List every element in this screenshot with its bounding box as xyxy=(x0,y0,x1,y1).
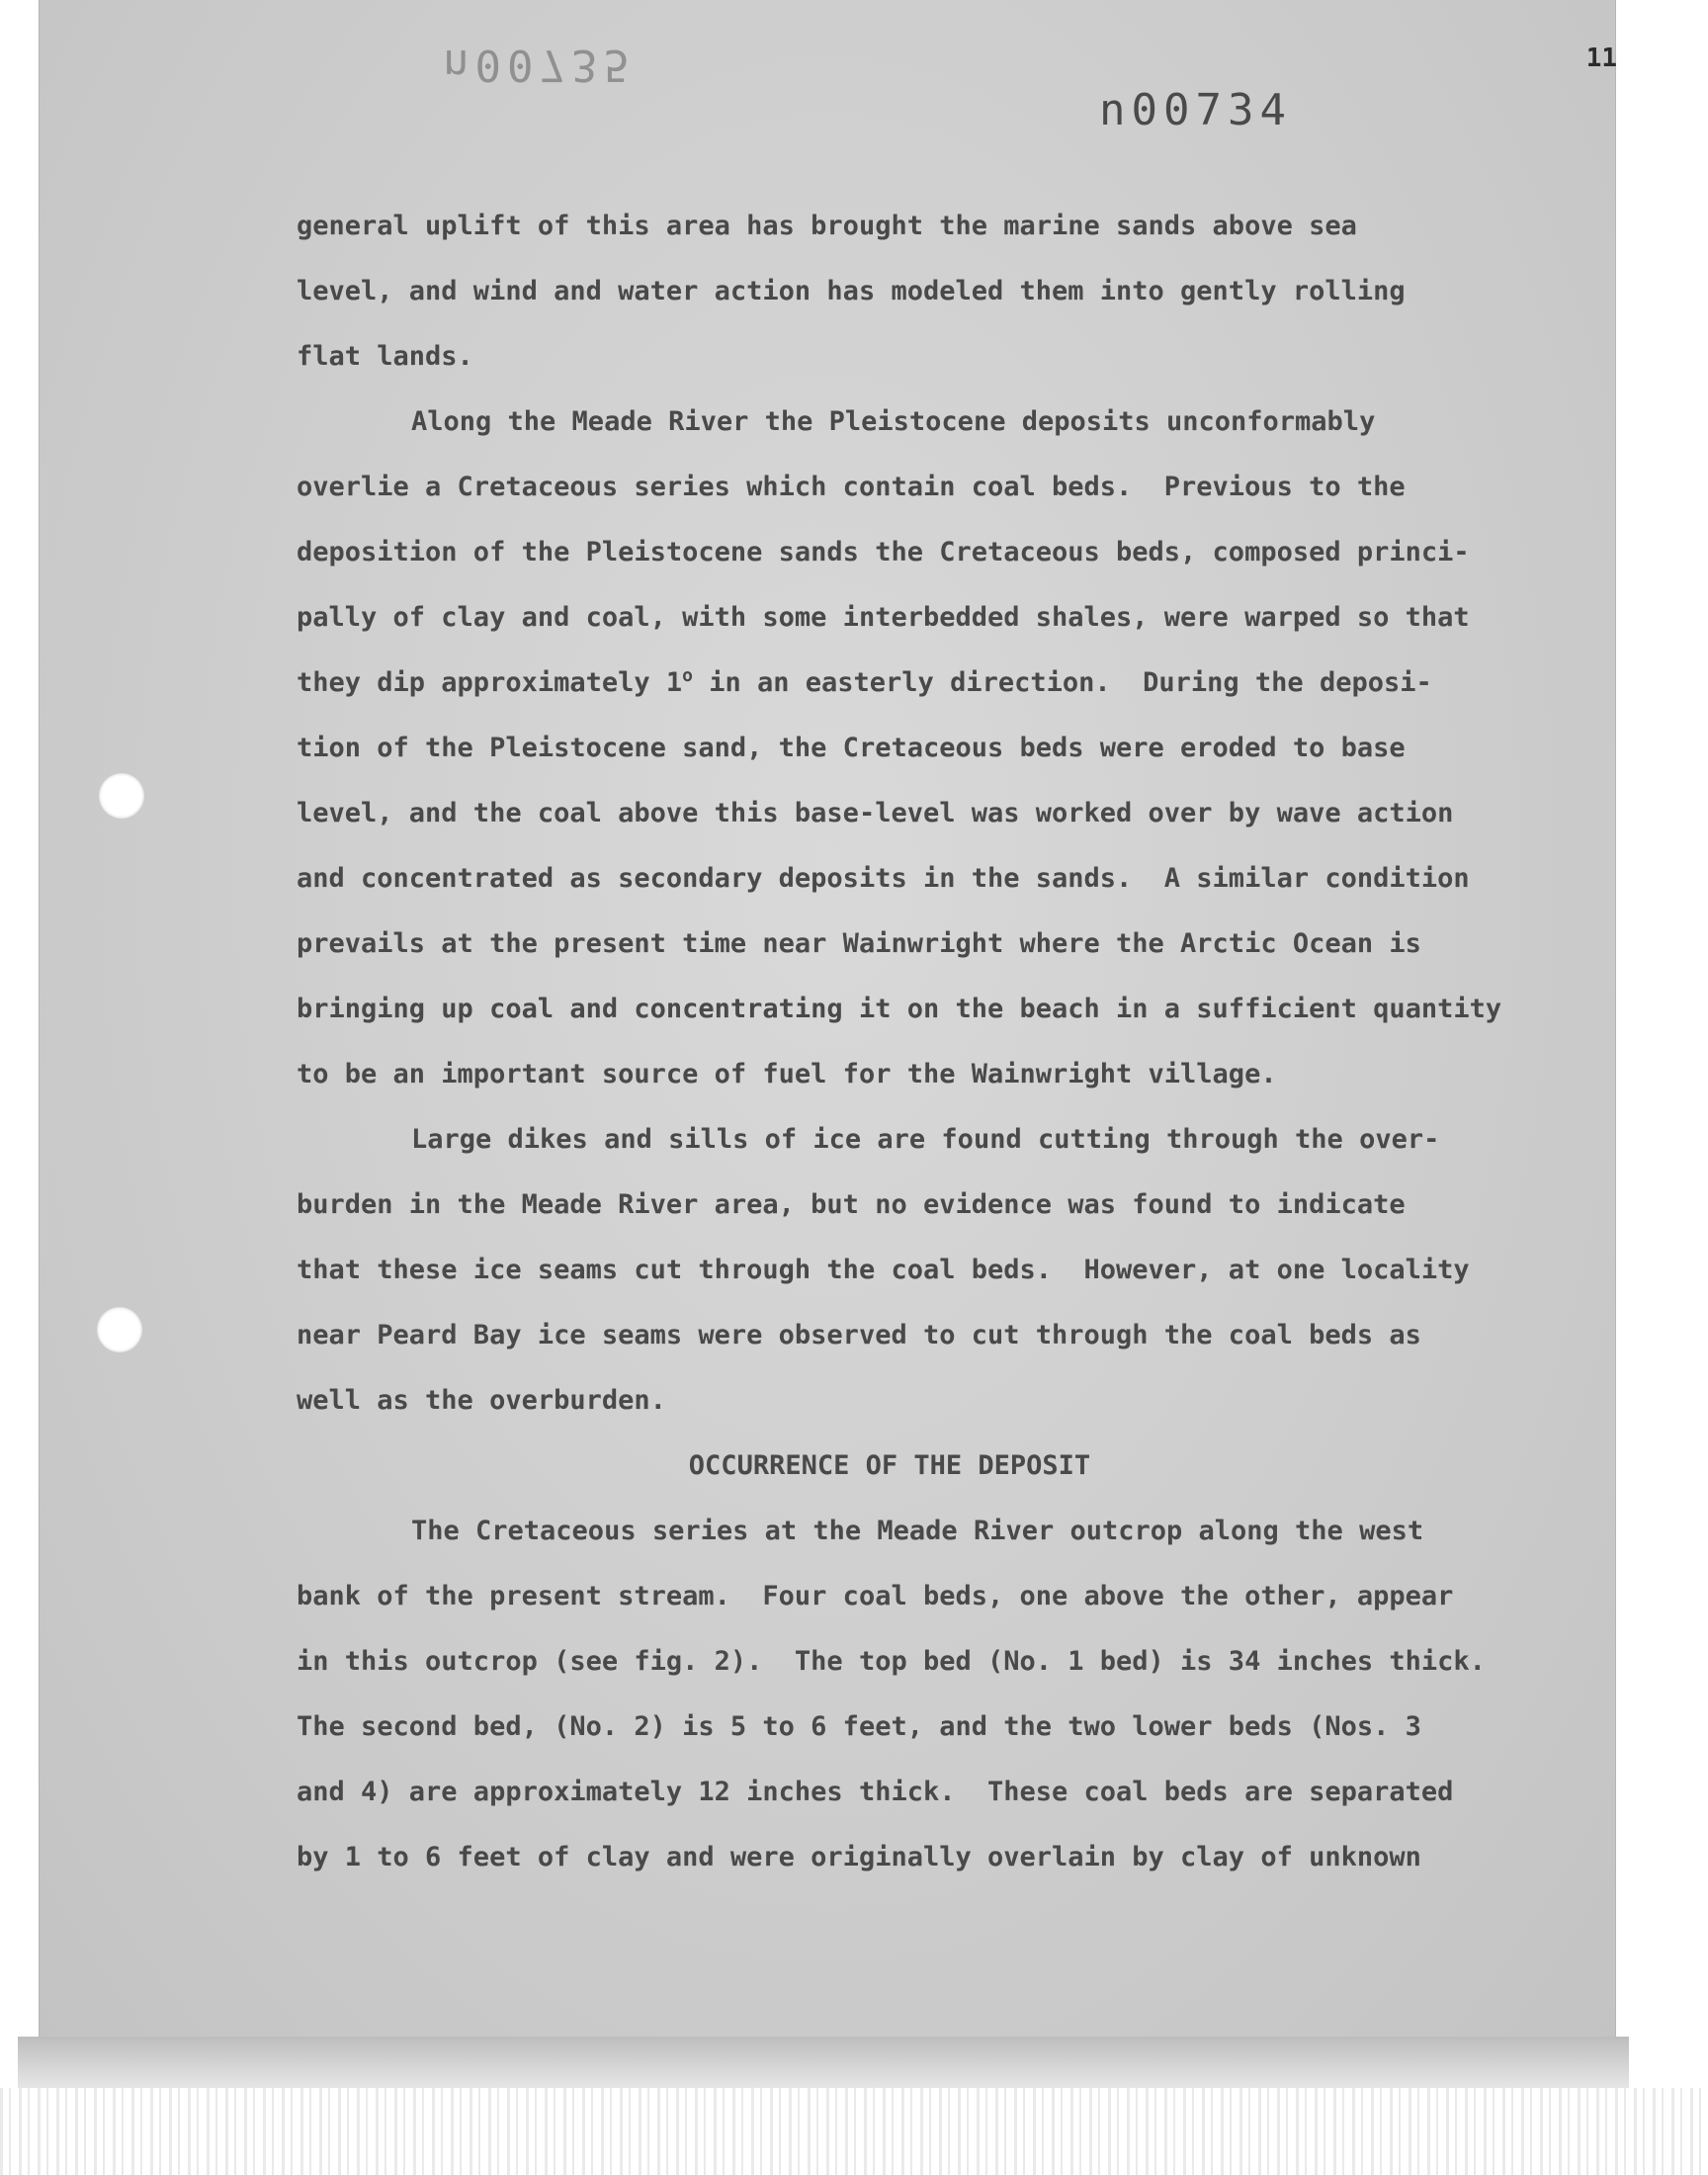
punch-hole-lower xyxy=(97,1307,142,1352)
text-line: overlie a Cretaceous series which contain coal beds. Previous to the xyxy=(297,472,1406,502)
paragraph-start: The Cretaceous series at the Meade River outcrop along the west xyxy=(411,1516,1424,1546)
text-line: bringing up coal and concentrating it on the beach in a sufficient quantity xyxy=(297,994,1502,1024)
page-number: 11 xyxy=(1585,44,1617,73)
text-line: flat lands. xyxy=(297,341,473,372)
text-line: in this outcrop (see fig. 2). The top bed (No. 1 bed) is 34 inches thick. xyxy=(297,1646,1486,1677)
text-line: near Peard Bay ice seams were observed to cut through the coal beds as xyxy=(297,1320,1421,1350)
text-line: deposition of the Pleistocene sands the Cretaceous beds, composed princi- xyxy=(297,537,1470,567)
paragraph-start: Along the Meade River the Pleistocene deposits unconformably xyxy=(411,406,1376,437)
text-line: that these ice seams cut through the coal beds. However, at one locality xyxy=(297,1255,1470,1285)
text-line: well as the overburden. xyxy=(297,1385,666,1416)
text-line: and concentrated as secondary deposits in the sands. A similar condition xyxy=(297,863,1470,894)
text-line: tion of the Pleistocene sand, the Cretaceous beds were eroded to base xyxy=(297,733,1406,763)
text-line: pally of clay and coal, with some interbedded shales, were warped so that xyxy=(297,602,1470,633)
body-text xyxy=(297,194,1581,1890)
text-line: and 4) are approximately 12 inches thick. These coal beds are separated xyxy=(297,1777,1454,1807)
text-line: burden in the Meade River area, but no evidence was found to indicate xyxy=(297,1189,1406,1220)
text-line: to be an important source of fuel for the Wainwright village. xyxy=(297,1059,1277,1089)
section-heading: OCCURRENCE OF THE DEPOSIT xyxy=(688,1450,1091,1481)
text-line: prevails at the present time near Wainwright where the Arctic Ocean is xyxy=(297,928,1421,959)
text-line: level, and the coal above this base-level was worked over by wave action xyxy=(297,798,1454,828)
document-stamp: n00734 xyxy=(1099,85,1292,135)
text-segment: they dip approximately 1 xyxy=(297,667,683,698)
faded-document-stamp: n00735 xyxy=(443,40,636,90)
text-line: by 1 to 6 feet of clay and were originally overlain by clay of unknown xyxy=(297,1842,1421,1872)
degree-superscript: o xyxy=(682,665,693,686)
paragraph-start: Large dikes and sills of ice are found cutting through the over- xyxy=(411,1124,1440,1155)
text-segment: in an easterly direction. During the deposi- xyxy=(692,667,1432,698)
punch-hole-upper xyxy=(99,773,144,819)
scan-edge xyxy=(18,2037,1629,2088)
text-line: bank of the present stream. Four coal beds, one above the other, appear xyxy=(297,1581,1454,1611)
text-line: general uplift of this area has brought the marine sands above sea xyxy=(297,211,1357,241)
text-line: level, and wind and water action has modeled them into gently rolling xyxy=(297,276,1406,306)
text-line: The second bed, (No. 2) is 5 to 6 feet, and the two lower beds (Nos. 3 xyxy=(297,1711,1421,1742)
scan-streaks xyxy=(0,2088,1708,2175)
text-line-with-degree xyxy=(297,651,1581,716)
